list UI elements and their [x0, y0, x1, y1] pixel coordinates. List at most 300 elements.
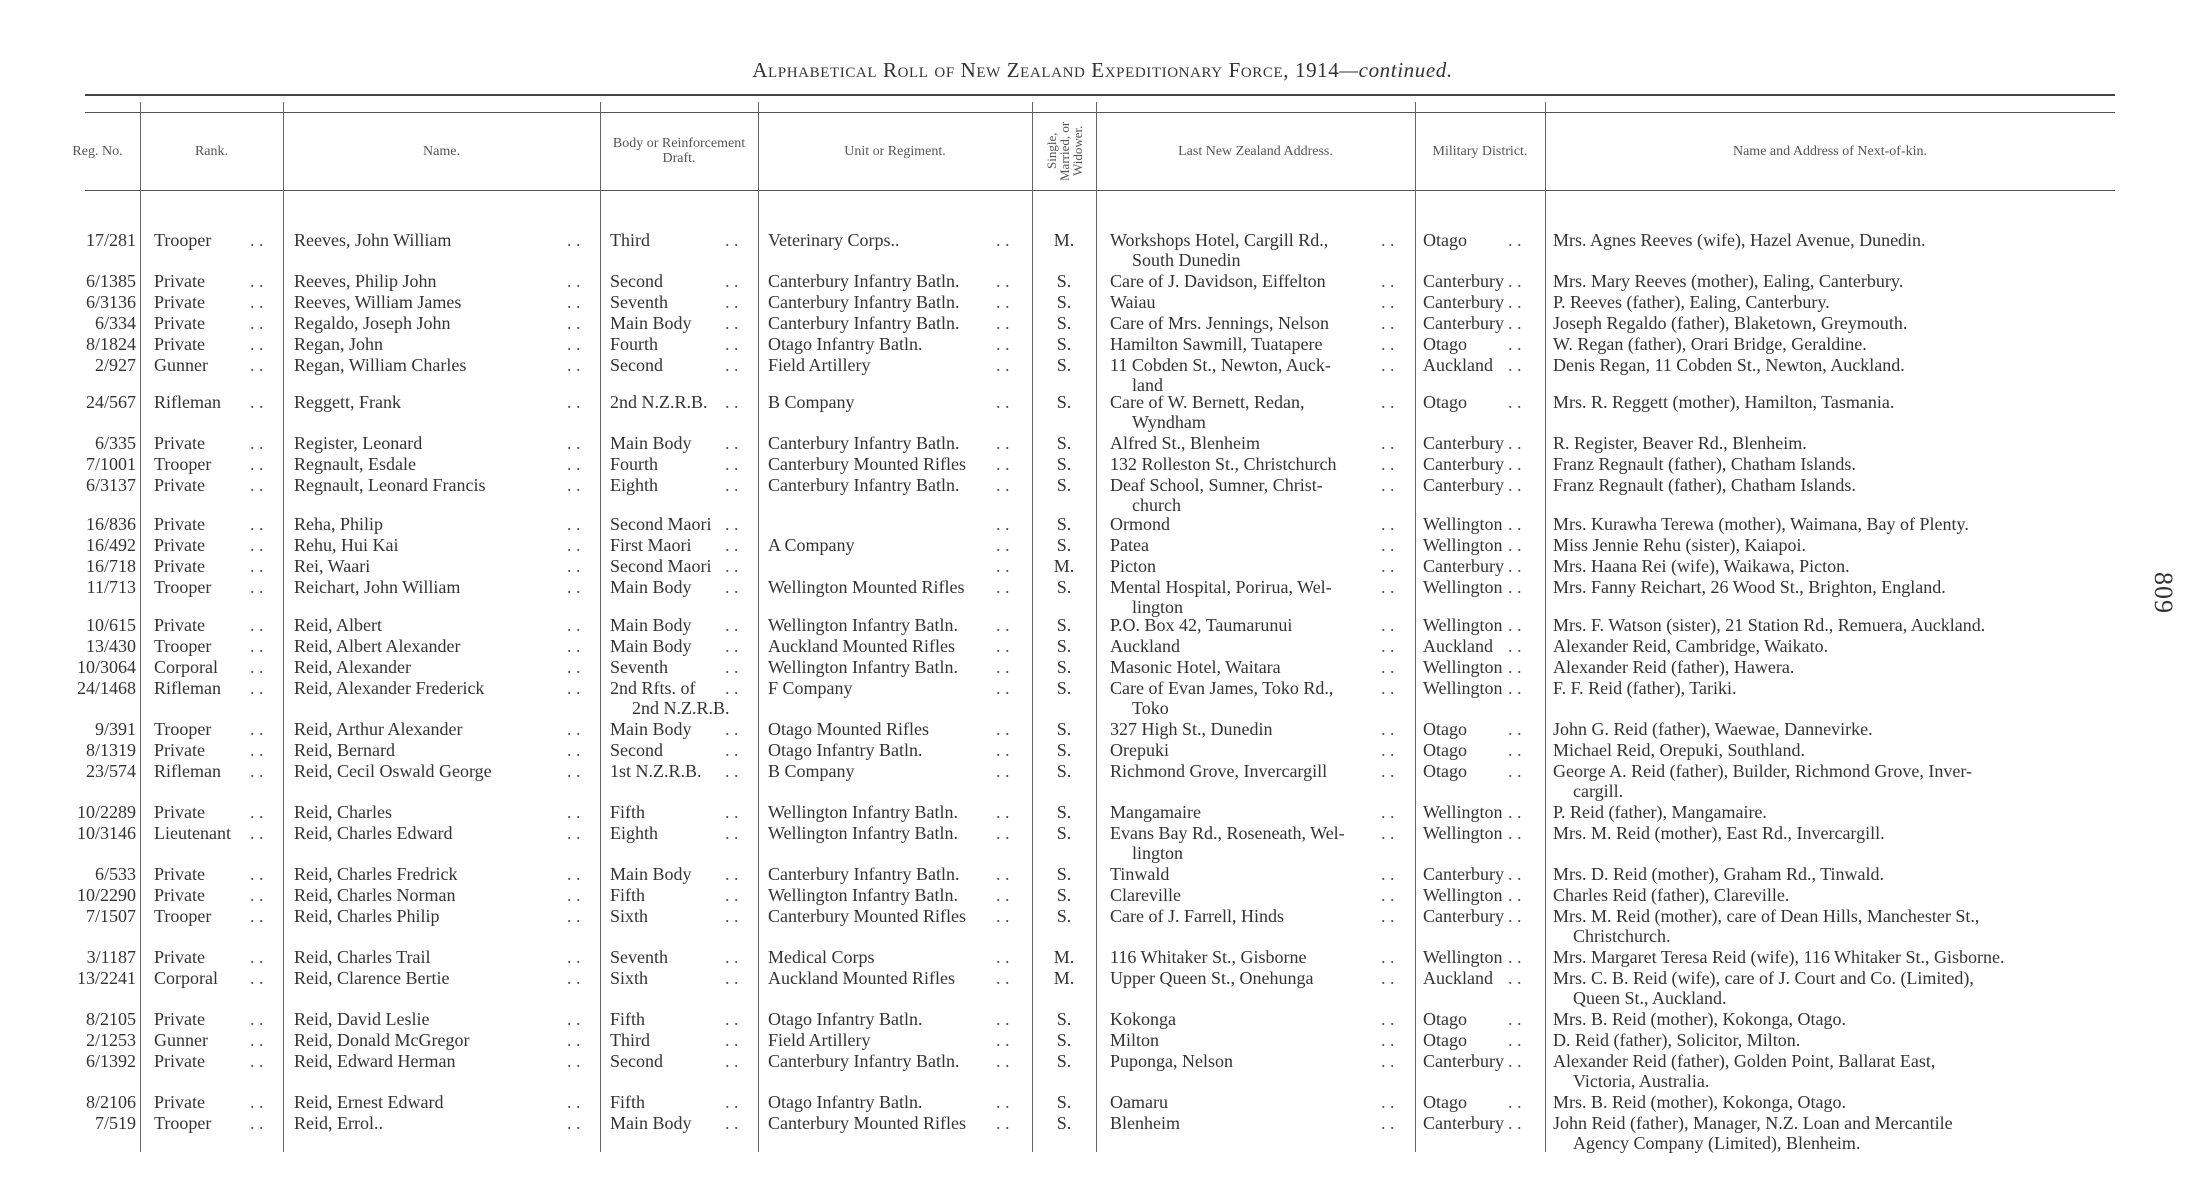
rank-cell: Gunner [154, 1030, 208, 1050]
status-cell: S. [1056, 802, 1072, 822]
leader-dots: . . [725, 271, 739, 291]
draft-cell: Fourth [610, 454, 659, 474]
status-cell: S. [1056, 313, 1072, 333]
leader-dots: . . [567, 271, 581, 291]
leader-dots: . . [1508, 719, 1522, 739]
draft-cell: Main Body [610, 1113, 692, 1133]
leader-dots: . . [1508, 947, 1522, 967]
leader-dots: . . [996, 271, 1010, 291]
leader-dots: . . [567, 577, 581, 597]
unit-cell: Otago Mounted Rifles [768, 719, 929, 739]
unit-cell: Otago Infantry Batln. [768, 1092, 923, 1112]
kin-cell: Alexander Reid (father), Hawera. [1553, 657, 1795, 677]
draft-cell: Fifth [610, 1092, 646, 1112]
leader-dots: . . [567, 1092, 581, 1112]
district-cell: Wellington [1423, 823, 1503, 843]
address-cell: 11 Cobden St., Newton, Auck- [1110, 355, 1331, 375]
district-cell: Otago [1423, 761, 1467, 781]
leader-dots: . . [567, 823, 581, 843]
reg-no-cell: 16/718 [85, 556, 136, 576]
leader-dots: . . [250, 864, 264, 884]
leader-dots: . . [996, 313, 1010, 333]
leader-dots: . . [250, 1051, 264, 1071]
rank-cell: Trooper [154, 230, 212, 250]
leader-dots: . . [250, 392, 264, 412]
leader-dots: . . [1508, 678, 1522, 698]
leader-dots: . . [996, 475, 1010, 495]
leader-dots: . . [1508, 577, 1522, 597]
leader-dots: . . [725, 334, 739, 354]
address-cell: Patea [1110, 535, 1149, 555]
address-cell-continued: Toko [1132, 698, 1169, 718]
address-cell-continued: lington [1132, 597, 1184, 617]
leader-dots: . . [996, 885, 1010, 905]
rank-cell: Private [154, 802, 205, 822]
kin-cell: Mrs. M. Reid (mother), East Rd., Invercargill. [1553, 823, 1885, 843]
leader-dots: . . [725, 535, 739, 555]
district-cell: Wellington [1423, 802, 1503, 822]
address-cell: Waiau [1110, 292, 1156, 312]
leader-dots: . . [725, 636, 739, 656]
header-unit: Unit or Regiment. [844, 143, 946, 159]
rank-cell: Rifleman [154, 392, 221, 412]
leader-dots: . . [1508, 230, 1522, 250]
leader-dots: . . [250, 823, 264, 843]
district-cell: Otago [1423, 740, 1467, 760]
draft-cell: Second [610, 271, 663, 291]
leader-dots: . . [725, 230, 739, 250]
district-cell: Wellington [1423, 947, 1503, 967]
name-cell: Rehu, Hui Kai [294, 535, 399, 555]
kin-cell: Mrs. B. Reid (mother), Kokonga, Otago. [1553, 1092, 1846, 1112]
leader-dots: . . [725, 657, 739, 677]
reg-no-cell: 10/2289 [76, 802, 136, 822]
name-cell: Reid, Charles [294, 802, 392, 822]
leader-dots: . . [250, 334, 264, 354]
leader-dots: . . [567, 535, 581, 555]
unit-cell: Wellington Infantry Batln. [768, 657, 959, 677]
leader-dots: . . [250, 454, 264, 474]
name-cell: Reid, Ernest Edward [294, 1092, 444, 1112]
leader-dots: . . [1508, 454, 1522, 474]
name-cell: Regan, John [294, 334, 383, 354]
leader-dots: . . [250, 292, 264, 312]
leader-dots: . . [567, 636, 581, 656]
address-cell: Hamilton Sawmill, Tuatapere [1110, 334, 1323, 354]
draft-cell: Eighth [610, 823, 658, 843]
name-cell: Reid, Arthur Alexander [294, 719, 463, 739]
address-cell-continued: lington [1132, 843, 1184, 863]
leader-dots: . . [250, 947, 264, 967]
status-cell: S. [1056, 678, 1072, 698]
status-cell: S. [1056, 885, 1072, 905]
kin-cell: Mrs. F. Watson (sister), 21 Station Rd., Remuera, Auckland. [1553, 615, 1986, 635]
leader-dots: . . [1381, 802, 1395, 822]
leader-dots: . . [725, 475, 739, 495]
rank-cell: Trooper [154, 577, 212, 597]
status-cell: S. [1056, 615, 1072, 635]
leader-dots: . . [1381, 885, 1395, 905]
reg-no-cell: 10/615 [85, 615, 136, 635]
address-cell: 327 High St., Dunedin [1110, 719, 1273, 739]
status-cell: S. [1056, 334, 1072, 354]
district-cell: Otago [1423, 334, 1467, 354]
leader-dots: . . [567, 947, 581, 967]
leader-dots: . . [1508, 355, 1522, 375]
reg-no-cell: 24/567 [85, 392, 136, 412]
leader-dots: . . [250, 475, 264, 495]
name-cell: Regaldo, Joseph John [294, 313, 451, 333]
name-cell: Reid, Charles Philip [294, 906, 440, 926]
reg-no-cell: 16/492 [85, 535, 136, 555]
address-cell: Tinwald [1110, 864, 1170, 884]
leader-dots: . . [1508, 475, 1522, 495]
leader-dots: . . [250, 535, 264, 555]
unit-cell: Field Artillery [768, 1030, 871, 1050]
kin-cell-continued: cargill. [1573, 781, 1624, 801]
draft-cell: 2nd N.Z.R.B. [610, 392, 708, 412]
rank-cell: Trooper [154, 636, 212, 656]
reg-no-cell: 6/3136 [85, 292, 136, 312]
title-continued: —continued. [1339, 58, 1453, 82]
draft-cell: 1st N.Z.R.B. [610, 761, 702, 781]
kin-cell: Mrs. B. Reid (mother), Kokonga, Otago. [1553, 1009, 1846, 1029]
status-cell: S. [1056, 636, 1072, 656]
reg-no-cell: 10/2290 [76, 885, 136, 905]
leader-dots: . . [567, 968, 581, 988]
reg-no-cell: 10/3064 [76, 657, 136, 677]
draft-cell: First Maori [610, 535, 692, 555]
reg-no-cell: 2/927 [94, 355, 136, 375]
kin-cell: Denis Regan, 11 Cobden St., Newton, Auckland. [1553, 355, 1905, 375]
rank-cell: Private [154, 864, 205, 884]
unit-cell: Wellington Infantry Batln. [768, 885, 959, 905]
reg-no-cell: 13/2241 [76, 968, 136, 988]
name-cell: Reeves, William James [294, 292, 462, 312]
draft-cell: Third [610, 1030, 650, 1050]
name-cell: Reeves, John William [294, 230, 452, 250]
district-cell: Canterbury [1423, 556, 1504, 576]
leader-dots: . . [1508, 1092, 1522, 1112]
leader-dots: . . [1381, 577, 1395, 597]
leader-dots: . . [1381, 864, 1395, 884]
leader-dots: . . [1508, 334, 1522, 354]
leader-dots: . . [250, 719, 264, 739]
address-cell-continued: South Dunedin [1132, 250, 1241, 270]
district-cell: Otago [1423, 1092, 1467, 1112]
kin-cell-continued: Queen St., Auckland. [1573, 988, 1727, 1008]
district-cell: Wellington [1423, 615, 1503, 635]
leader-dots: . . [250, 761, 264, 781]
leader-dots: . . [725, 433, 739, 453]
name-cell: Rei, Waari [294, 556, 371, 576]
address-cell: Mental Hospital, Porirua, Wel- [1110, 577, 1332, 597]
unit-cell: F Company [768, 678, 853, 698]
kin-cell: Franz Regnault (father), Chatham Islands. [1553, 454, 1856, 474]
leader-dots: . . [567, 885, 581, 905]
leader-dots: . . [1381, 761, 1395, 781]
leader-dots: . . [996, 864, 1010, 884]
status-cell: S. [1056, 514, 1072, 534]
leader-dots: . . [567, 719, 581, 739]
leader-dots: . . [996, 334, 1010, 354]
unit-cell: Wellington Infantry Batln. [768, 615, 959, 635]
leader-dots: . . [996, 292, 1010, 312]
kin-cell: George A. Reid (father), Builder, Richmond Grove, Inver- [1553, 761, 1972, 781]
unit-cell: Canterbury Mounted Rifles [768, 1113, 966, 1133]
leader-dots: . . [725, 906, 739, 926]
name-cell: Reeves, Philip John [294, 271, 437, 291]
address-cell: Evans Bay Rd., Roseneath, Wel- [1110, 823, 1345, 843]
leader-dots: . . [725, 678, 739, 698]
rank-cell: Private [154, 535, 205, 555]
kin-cell: Charles Reid (father), Clareville. [1553, 885, 1790, 905]
leader-dots: . . [725, 761, 739, 781]
district-cell: Wellington [1423, 678, 1503, 698]
unit-cell: Otago Infantry Batln. [768, 740, 923, 760]
leader-dots: . . [1381, 657, 1395, 677]
leader-dots: . . [725, 740, 739, 760]
leader-dots: . . [1381, 292, 1395, 312]
leader-dots: . . [567, 514, 581, 534]
reg-no-cell: 6/335 [94, 433, 136, 453]
address-cell: Kokonga [1110, 1009, 1176, 1029]
address-cell: Care of J. Davidson, Eiffelton [1110, 271, 1326, 291]
reg-no-cell: 6/334 [94, 313, 136, 333]
leader-dots: . . [1508, 885, 1522, 905]
leader-dots: . . [567, 475, 581, 495]
district-cell: Otago [1423, 719, 1467, 739]
leader-dots: . . [725, 947, 739, 967]
reg-no-cell: 24/1468 [76, 678, 136, 698]
status-cell: S. [1056, 1030, 1072, 1050]
draft-cell: Fourth [610, 334, 659, 354]
district-cell: Auckland [1423, 968, 1493, 988]
leader-dots: . . [1508, 535, 1522, 555]
header-district: Military District. [1432, 143, 1528, 159]
leader-dots: . . [996, 433, 1010, 453]
leader-dots: . . [725, 719, 739, 739]
rank-cell: Trooper [154, 719, 212, 739]
district-cell: Otago [1423, 1009, 1467, 1029]
district-cell: Canterbury [1423, 1051, 1504, 1071]
leader-dots: . . [250, 740, 264, 760]
rank-cell: Private [154, 475, 205, 495]
reg-no-cell: 11/713 [86, 577, 136, 597]
leader-dots: . . [996, 968, 1010, 988]
status-cell: S. [1056, 454, 1072, 474]
reg-no-cell: 2/1253 [85, 1030, 136, 1050]
status-cell: S. [1056, 761, 1072, 781]
leader-dots: . . [567, 678, 581, 698]
reg-no-cell: 8/2106 [85, 1092, 136, 1112]
status-cell: S. [1056, 657, 1072, 677]
leader-dots: . . [567, 230, 581, 250]
address-cell: Orepuki [1110, 740, 1169, 760]
status-cell: S. [1056, 740, 1072, 760]
reg-no-cell: 7/1507 [85, 906, 136, 926]
leader-dots: . . [250, 230, 264, 250]
leader-dots: . . [996, 615, 1010, 635]
leader-dots: . . [250, 556, 264, 576]
leader-dots: . . [996, 1113, 1010, 1133]
leader-dots: . . [725, 454, 739, 474]
leader-dots: . . [996, 514, 1010, 534]
name-cell: Reid, Charles Trail [294, 947, 431, 967]
draft-cell: Second Maori [610, 514, 712, 534]
status-cell: S. [1056, 475, 1072, 495]
header-kin: Name and Address of Next-of-kin. [1732, 143, 1927, 159]
kin-cell: Mrs. R. Reggett (mother), Hamilton, Tasmania. [1553, 392, 1895, 412]
name-cell: Reid, David Leslie [294, 1009, 430, 1029]
kin-cell: John G. Reid (father), Waewae, Dannevirke. [1553, 719, 1873, 739]
leader-dots: . . [567, 657, 581, 677]
kin-cell: Mrs. Agnes Reeves (wife), Hazel Avenue, Dunedin. [1553, 230, 1926, 250]
kin-cell: Mrs. M. Reid (mother), care of Dean Hills, Manchester St., [1553, 906, 1980, 926]
leader-dots: . . [725, 968, 739, 988]
leader-dots: . . [1381, 392, 1395, 412]
district-cell: Canterbury [1423, 475, 1504, 495]
leader-dots: . . [1508, 968, 1522, 988]
status-cell: M. [1053, 230, 1075, 250]
leader-dots: . . [725, 514, 739, 534]
unit-cell: Otago Infantry Batln. [768, 334, 923, 354]
status-cell: S. [1056, 1113, 1072, 1133]
leader-dots: . . [1508, 514, 1522, 534]
kin-cell: Franz Regnault (father), Chatham Islands. [1553, 475, 1856, 495]
unit-cell: A Company [768, 535, 855, 555]
leader-dots: . . [725, 292, 739, 312]
name-cell: Register, Leonard [294, 433, 423, 453]
leader-dots: . . [250, 615, 264, 635]
unit-cell: Canterbury Infantry Batln. [768, 433, 960, 453]
district-cell: Canterbury [1423, 454, 1504, 474]
leader-dots: . . [725, 1113, 739, 1133]
leader-dots: . . [1381, 947, 1395, 967]
leader-dots: . . [1381, 355, 1395, 375]
draft-cell: Fifth [610, 1009, 646, 1029]
leader-dots: . . [1508, 313, 1522, 333]
kin-cell: Alexander Reid (father), Golden Point, Ballarat East, [1553, 1051, 1936, 1071]
rank-cell: Private [154, 292, 205, 312]
rank-cell: Rifleman [154, 761, 221, 781]
unit-cell: Canterbury Infantry Batln. [768, 292, 960, 312]
leader-dots: . . [996, 1009, 1010, 1029]
draft-cell: Main Body [610, 864, 692, 884]
leader-dots: . . [1508, 615, 1522, 635]
address-cell: Ormond [1110, 514, 1170, 534]
status-cell: M. [1053, 556, 1075, 576]
leader-dots: . . [1381, 678, 1395, 698]
leader-dots: . . [1381, 1051, 1395, 1071]
rank-cell: Private [154, 1009, 205, 1029]
unit-cell: Canterbury Mounted Rifles [768, 454, 966, 474]
leader-dots: . . [1381, 719, 1395, 739]
name-cell: Reid, Cecil Oswald George [294, 761, 492, 781]
status-cell: M. [1053, 947, 1075, 967]
leader-dots: . . [250, 577, 264, 597]
address-cell: Oamaru [1110, 1092, 1168, 1112]
leader-dots: . . [250, 1009, 264, 1029]
leader-dots: . . [996, 454, 1010, 474]
leader-dots: . . [250, 802, 264, 822]
unit-cell: Auckland Mounted Rifles [768, 636, 955, 656]
leader-dots: . . [996, 535, 1010, 555]
leader-dots: . . [725, 885, 739, 905]
address-cell: P.O. Box 42, Taumarunui [1110, 615, 1293, 635]
unit-cell: Wellington Infantry Batln. [768, 802, 959, 822]
leader-dots: . . [1381, 556, 1395, 576]
address-cell: Workshops Hotel, Cargill Rd., [1110, 230, 1329, 250]
leader-dots: . . [996, 678, 1010, 698]
rank-cell: Private [154, 271, 205, 291]
district-cell: Canterbury [1423, 292, 1504, 312]
reg-no-cell: 3/1187 [86, 947, 136, 967]
reg-no-cell: 9/391 [94, 719, 136, 739]
district-cell: Wellington [1423, 577, 1503, 597]
draft-cell: Main Body [610, 313, 692, 333]
leader-dots: . . [1508, 636, 1522, 656]
leader-dots: . . [1381, 740, 1395, 760]
address-cell: Puponga, Nelson [1110, 1051, 1233, 1071]
kin-cell: Mrs. Kurawha Terewa (mother), Waimana, Bay of Plenty. [1553, 514, 1969, 534]
district-cell: Otago [1423, 230, 1467, 250]
leader-dots: . . [996, 636, 1010, 656]
leader-dots: . . [567, 761, 581, 781]
district-cell: Wellington [1423, 885, 1503, 905]
unit-cell: Canterbury Infantry Batln. [768, 313, 960, 333]
title-main: Alphabetical Roll of New Zealand Expeditionary Force, 1914 [752, 58, 1340, 82]
leader-dots: . . [567, 334, 581, 354]
status-cell: S. [1056, 392, 1072, 412]
reg-no-cell: 8/2105 [85, 1009, 136, 1029]
kin-cell: D. Reid (father), Solicitor, Milton. [1553, 1030, 1801, 1050]
header-name: Name. [423, 143, 460, 159]
leader-dots: . . [1381, 230, 1395, 250]
district-cell: Canterbury [1423, 1113, 1504, 1133]
leader-dots: . . [1508, 1051, 1522, 1071]
leader-dots: . . [996, 740, 1010, 760]
leader-dots: . . [1381, 1009, 1395, 1029]
leader-dots: . . [1381, 271, 1395, 291]
status-cell: S. [1056, 864, 1072, 884]
leader-dots: . . [1381, 433, 1395, 453]
unit-cell: Medical Corps [768, 947, 875, 967]
leader-dots: . . [996, 230, 1010, 250]
address-cell-continued: Wyndham [1132, 412, 1206, 432]
leader-dots: . . [250, 636, 264, 656]
leader-dots: . . [567, 740, 581, 760]
status-cell: S. [1056, 292, 1072, 312]
kin-cell-continued: Victoria, Australia. [1573, 1071, 1710, 1091]
name-cell: Regan, William Charles [294, 355, 467, 375]
leader-dots: . . [725, 823, 739, 843]
kin-cell: F. F. Reid (father), Tariki. [1553, 678, 1737, 698]
leader-dots: . . [1508, 1113, 1522, 1133]
leader-dots: . . [996, 802, 1010, 822]
district-cell: Wellington [1423, 657, 1503, 677]
address-cell: Care of J. Farrell, Hinds [1110, 906, 1284, 926]
kin-cell: P. Reid (father), Mangamaire. [1553, 802, 1767, 822]
name-cell: Regnault, Leonard Francis [294, 475, 486, 495]
leader-dots: . . [1381, 454, 1395, 474]
leader-dots: . . [996, 577, 1010, 597]
unit-cell: Canterbury Infantry Batln. [768, 864, 960, 884]
draft-cell-continued: 2nd N.Z.R.B. [632, 698, 730, 718]
kin-cell: Mrs. Fanny Reichart, 26 Wood St., Brighton, England. [1553, 577, 1946, 597]
district-cell: Wellington [1423, 514, 1503, 534]
draft-cell: Main Body [610, 577, 692, 597]
